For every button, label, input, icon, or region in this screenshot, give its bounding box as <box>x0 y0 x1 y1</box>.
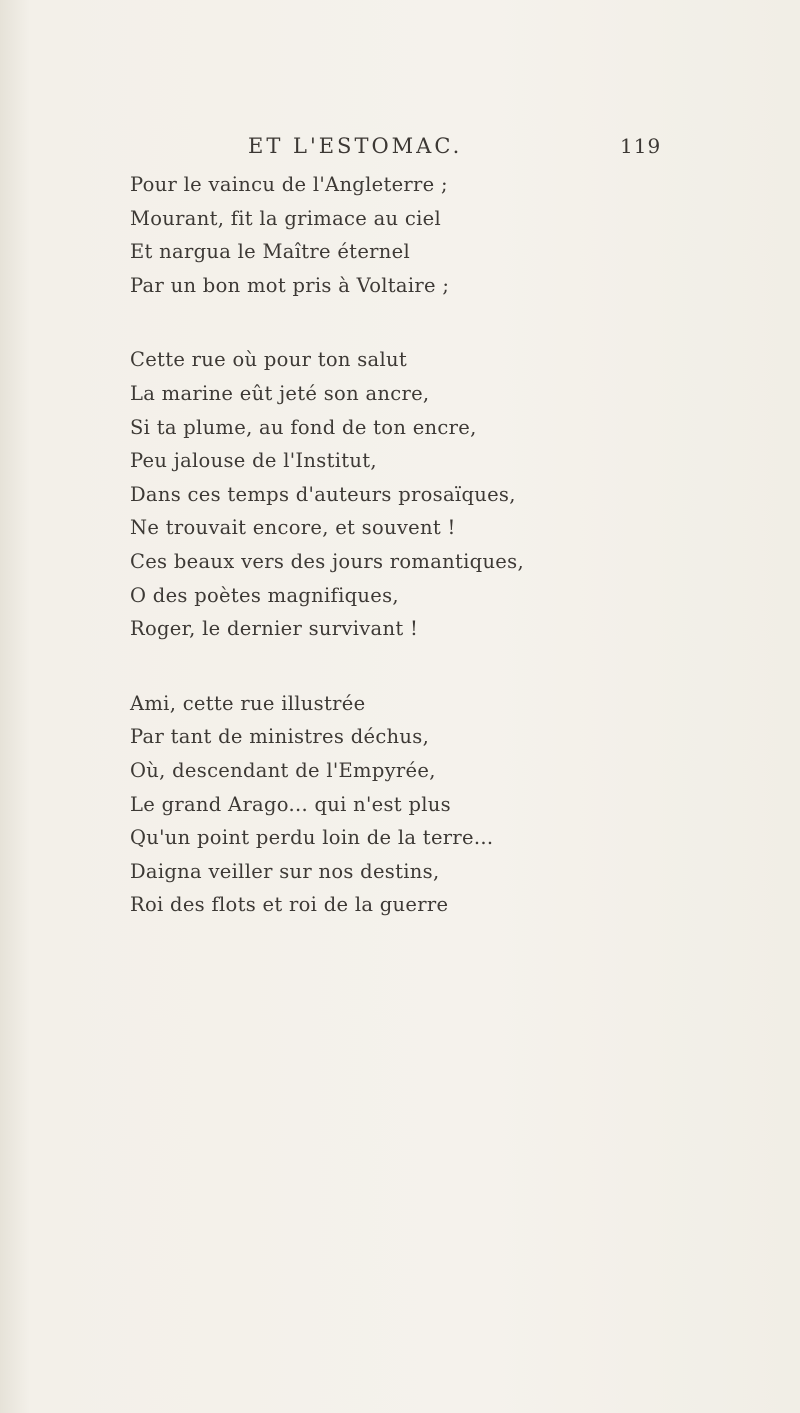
verse-line: Roi des flots et roi de la guerre <box>130 893 449 917</box>
verse-line: Daigna veiller sur nos destins, <box>130 859 440 883</box>
verse-line: Cette rue où pour ton salut <box>130 348 407 372</box>
verse-line: Ami, cette rue illustrée <box>130 691 366 715</box>
verse-line: Ne trouvait encore, et souvent ! <box>130 516 456 540</box>
verse-line: Où, descendant de l'Empyrée, <box>130 758 436 782</box>
page-header <box>0 128 800 158</box>
verse-line: Ces beaux vers des jours romantiques, <box>130 549 524 573</box>
verse-line: La marine eût jeté son ancre, <box>130 381 430 405</box>
verse-line: Par tant de ministres déchus, <box>130 725 430 749</box>
verse-line: Pour le vaincu de l'Angleterre ; <box>130 173 448 196</box>
verse-line: Mourant, fit la grimace au ciel <box>130 206 441 230</box>
verse-line: Si ta plume, au fond de ton encre, <box>130 415 477 439</box>
verse-line: Qu'un point perdu loin de la terre... <box>130 826 494 850</box>
verse-line: Par un bon mot pris à Voltaire ; <box>130 273 450 297</box>
page-number: 119 <box>620 134 662 158</box>
running-title: ET L'ESTOMAC. <box>248 134 463 158</box>
verse-line: Le grand Arago... qui n'est plus <box>130 792 451 816</box>
verse-line: Peu jalouse de l'Institut, <box>130 449 377 473</box>
verse-line: O des poètes magnifiques, <box>130 583 399 607</box>
poem <box>130 168 730 963</box>
verse-line: Dans ces temps d'auteurs prosaïques, <box>130 482 516 506</box>
stanza-2 <box>130 343 730 645</box>
verse-line: Roger, le dernier survivant ! <box>130 617 419 641</box>
stanza-1 <box>130 168 730 302</box>
verse-line: Et nargua le Maître éternel <box>130 240 411 264</box>
stanza-3 <box>130 687 730 922</box>
